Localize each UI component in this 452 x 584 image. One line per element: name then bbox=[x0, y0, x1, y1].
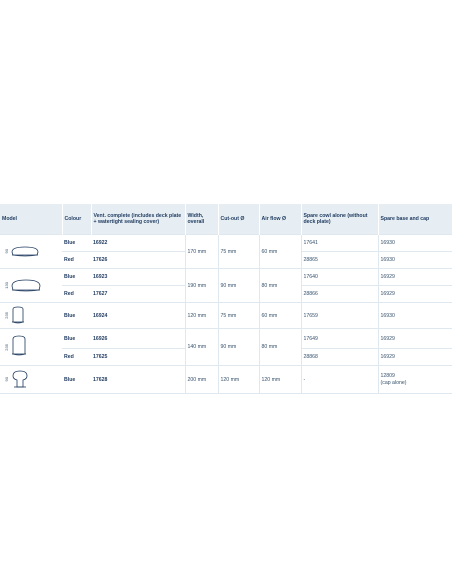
model-dimension: 235 bbox=[4, 312, 9, 319]
width-cell: 140 mm bbox=[185, 329, 218, 366]
spare-cowl-cell: 17640 bbox=[301, 269, 378, 286]
spare-base-cell: 12809 (cap alone) bbox=[378, 366, 452, 394]
spare-base-cell: 16930 bbox=[378, 252, 452, 269]
airflow-cell: 60 mm bbox=[259, 303, 301, 329]
header-width: Width, overall bbox=[185, 204, 218, 235]
spare-base-cell: 16929 bbox=[378, 286, 452, 303]
spare-base-cell: 16929 bbox=[378, 349, 452, 366]
ventilator-spec-table bbox=[0, 204, 452, 394]
vent-code-cell: 16922 bbox=[91, 235, 185, 252]
mushroom-cowl-icon bbox=[11, 370, 29, 390]
vent-code-cell: 17627 bbox=[91, 286, 185, 303]
colour-cell: Blue bbox=[62, 303, 91, 329]
header-cutout: Cut-out Ø bbox=[218, 204, 259, 235]
cutout-cell: 75 mm bbox=[218, 235, 259, 269]
table-row bbox=[0, 235, 452, 252]
model-dimension: 90 bbox=[4, 249, 9, 254]
vent-code-cell: 16923 bbox=[91, 269, 185, 286]
table-row bbox=[0, 303, 452, 329]
model-cell bbox=[0, 329, 62, 366]
header-model: Model bbox=[0, 204, 62, 235]
tall-large-cowl-icon bbox=[11, 335, 27, 359]
header-row bbox=[0, 204, 452, 235]
table-row bbox=[0, 329, 452, 349]
airflow-cell: 80 mm bbox=[259, 329, 301, 366]
width-cell: 170 mm bbox=[185, 235, 218, 269]
spare-cowl-cell: 28868 bbox=[301, 349, 378, 366]
low-oval-cowl-icon bbox=[11, 246, 39, 258]
model-dimension: 90 bbox=[4, 377, 9, 382]
header-spare-base: Spare base and cap bbox=[378, 204, 452, 235]
colour-cell: Red bbox=[62, 286, 91, 303]
vent-code-cell: 17628 bbox=[91, 366, 185, 394]
header-airflow: Air flow Ø bbox=[259, 204, 301, 235]
spare-base-cell: 16930 bbox=[378, 303, 452, 329]
spare-base-cell: 16929 bbox=[378, 329, 452, 349]
vent-code-cell: 16926 bbox=[91, 329, 185, 349]
model-cell bbox=[0, 303, 62, 329]
table-row bbox=[0, 366, 452, 394]
spare-cowl-cell: 28865 bbox=[301, 252, 378, 269]
wide-oval-cowl-icon bbox=[11, 279, 41, 293]
table-row bbox=[0, 269, 452, 286]
width-cell: 190 mm bbox=[185, 269, 218, 303]
spare-cowl-cell: - bbox=[301, 366, 378, 394]
vent-code-cell: 17626 bbox=[91, 252, 185, 269]
header-spare-cowl: Spare cowl alone (without deck plate) bbox=[301, 204, 378, 235]
cutout-cell: 75 mm bbox=[218, 303, 259, 329]
spare-cowl-cell: 17659 bbox=[301, 303, 378, 329]
spare-base-cell: 16929 bbox=[378, 269, 452, 286]
spare-cowl-cell: 17641 bbox=[301, 235, 378, 252]
model-dimension: 130 bbox=[4, 282, 9, 289]
colour-cell: Red bbox=[62, 252, 91, 269]
cutout-cell: 90 mm bbox=[218, 269, 259, 303]
model-cell bbox=[0, 235, 62, 269]
header-colour: Colour bbox=[62, 204, 91, 235]
vent-code-cell: 17625 bbox=[91, 349, 185, 366]
colour-cell: Blue bbox=[62, 235, 91, 252]
colour-cell: Blue bbox=[62, 366, 91, 394]
vent-code-cell: 16924 bbox=[91, 303, 185, 329]
colour-cell: Red bbox=[62, 349, 91, 366]
width-cell: 200 mm bbox=[185, 366, 218, 394]
airflow-cell: 60 mm bbox=[259, 235, 301, 269]
cutout-cell: 120 mm bbox=[218, 366, 259, 394]
spare-base-cell: 16930 bbox=[378, 235, 452, 252]
colour-cell: Blue bbox=[62, 329, 91, 349]
model-cell bbox=[0, 269, 62, 303]
spare-cowl-cell: 28866 bbox=[301, 286, 378, 303]
spare-cowl-cell: 17649 bbox=[301, 329, 378, 349]
airflow-cell: 80 mm bbox=[259, 269, 301, 303]
tall-cowl-icon bbox=[11, 306, 25, 326]
model-dimension: 235 bbox=[4, 343, 9, 351]
width-cell: 120 mm bbox=[185, 303, 218, 329]
colour-cell: Blue bbox=[62, 269, 91, 286]
header-vent-complete: Vent. complete (includes deck plate + watertight sealing cover) bbox=[91, 204, 185, 235]
cutout-cell: 90 mm bbox=[218, 329, 259, 366]
model-cell bbox=[0, 366, 62, 394]
airflow-cell: 120 mm bbox=[259, 366, 301, 394]
